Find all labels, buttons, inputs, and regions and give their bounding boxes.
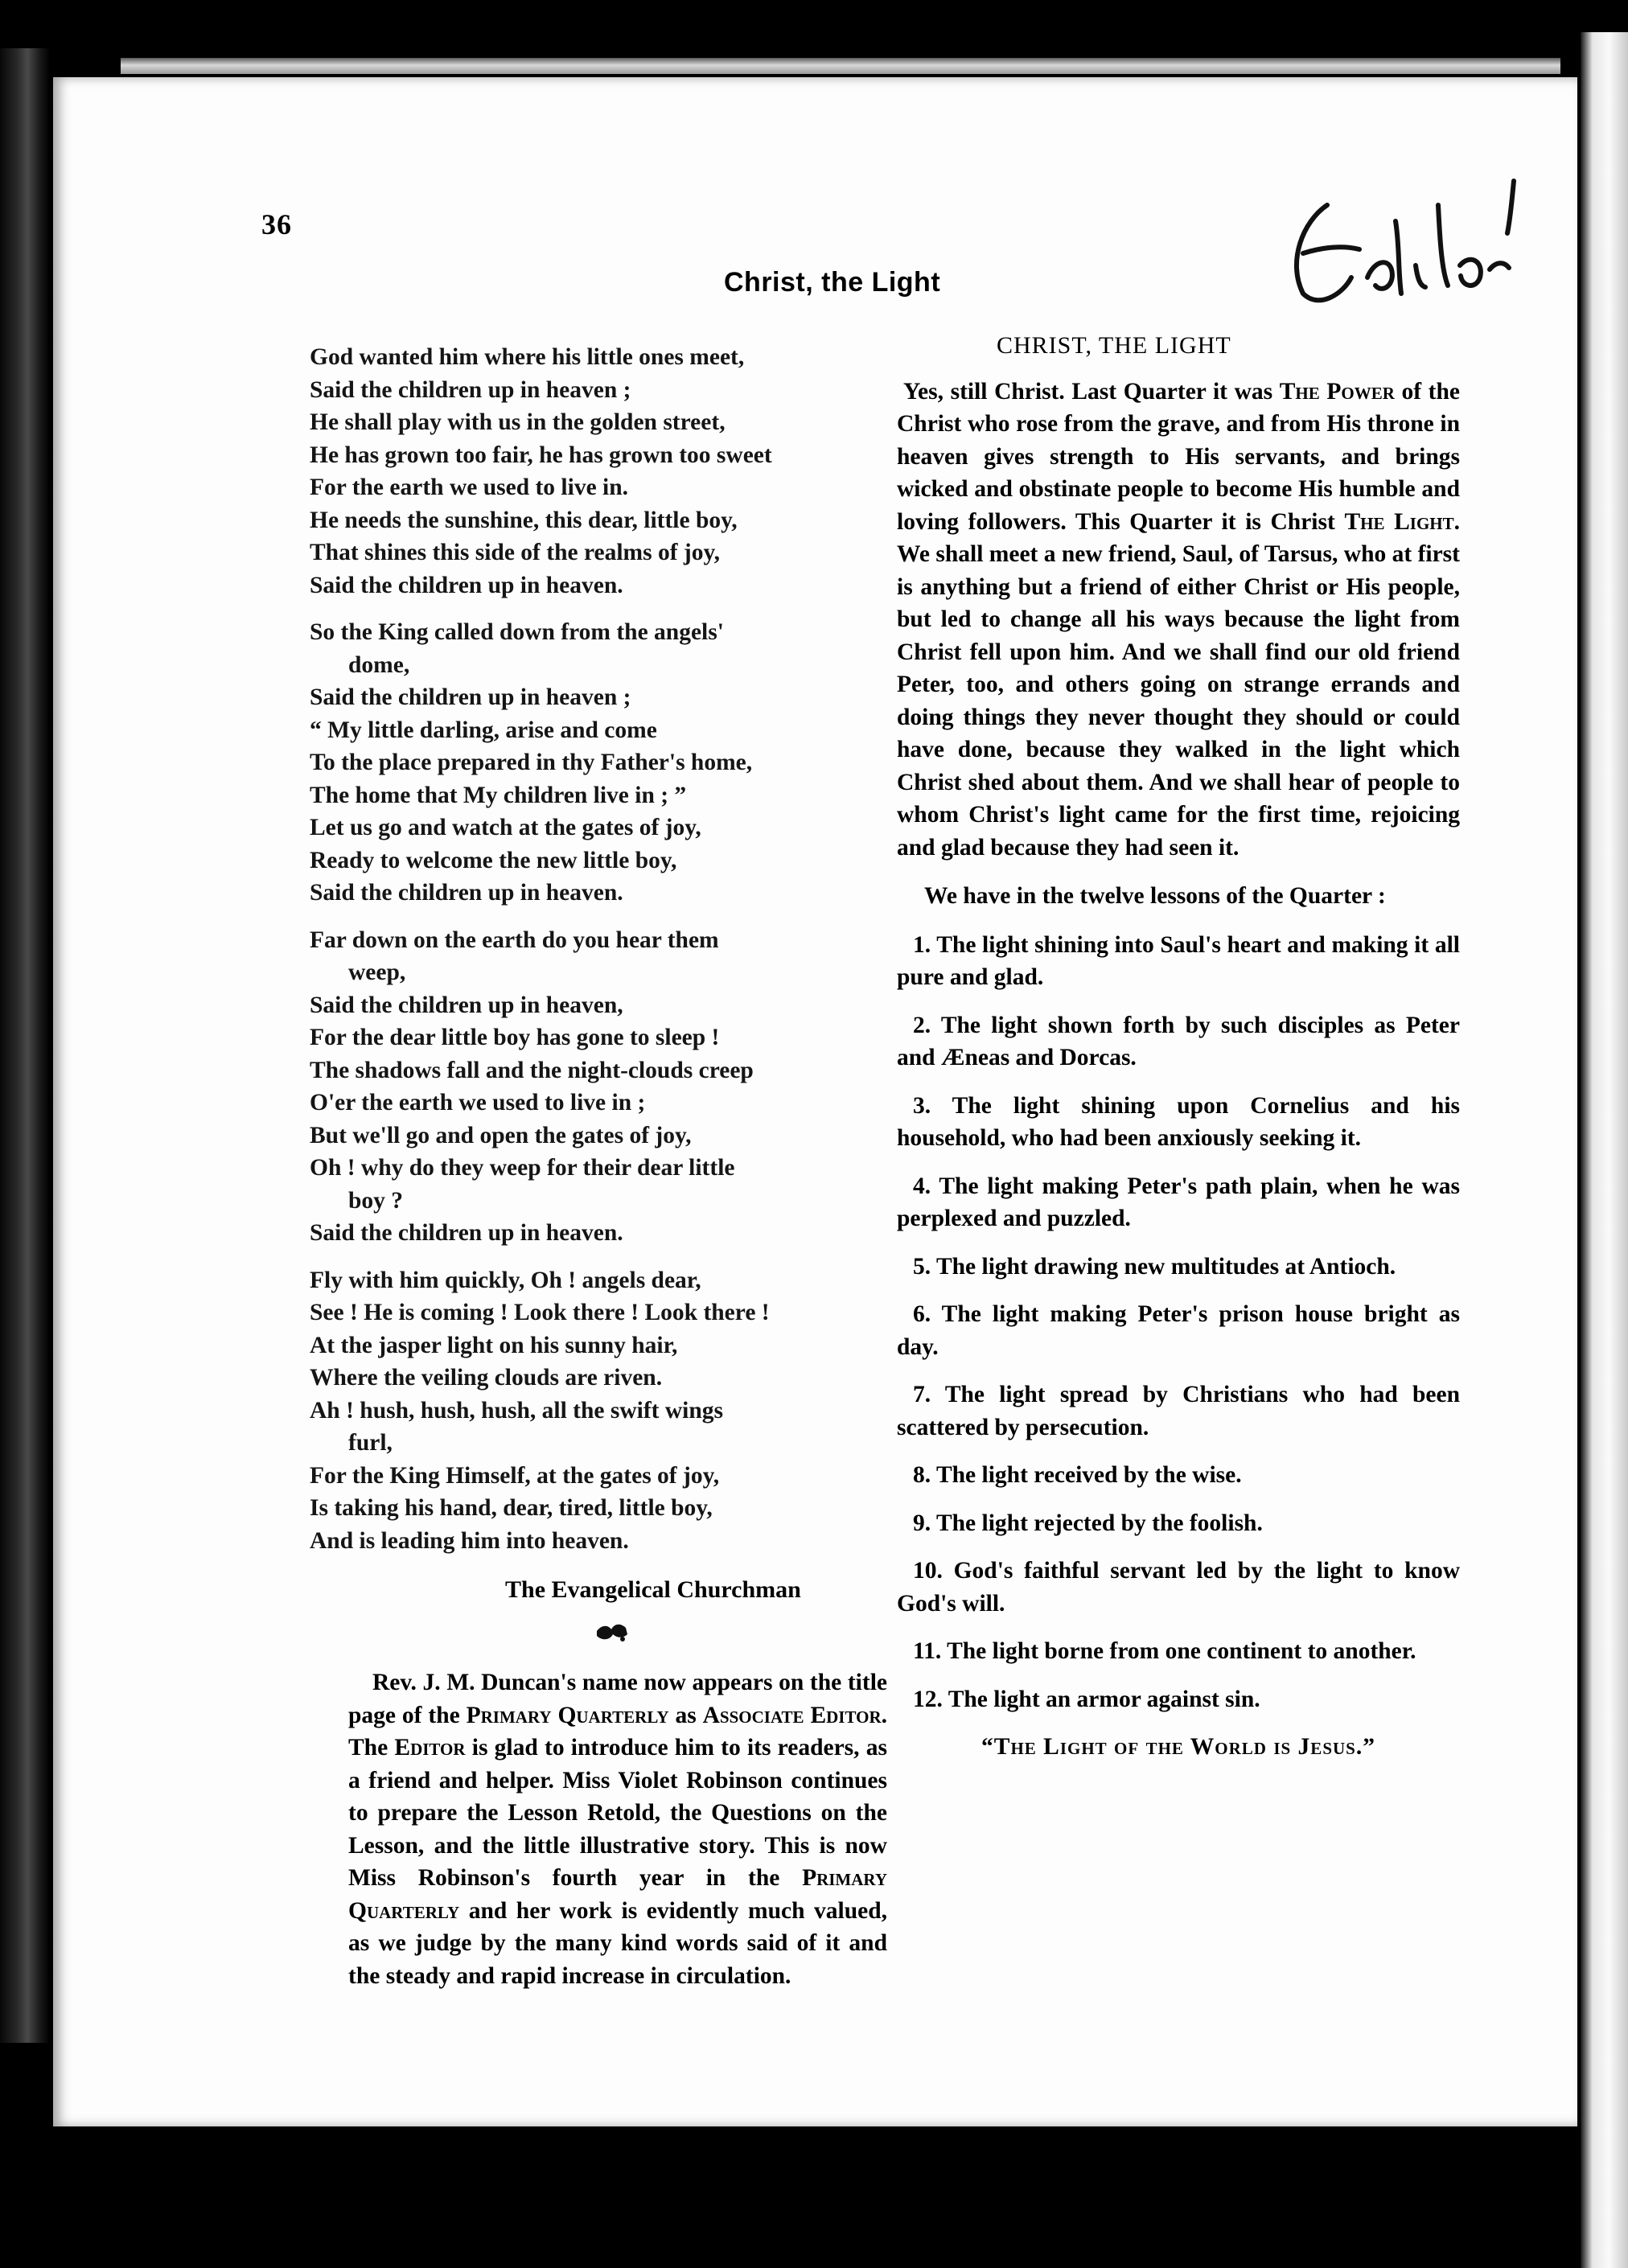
poem-line: For the earth we used to live in. [310,475,629,500]
poem-line: The shadows fall and the night-clouds creep [310,1057,754,1083]
lesson-item: 2. The light shown forth by such disciples as Peter and Æneas and Dorcas. [897,1012,1460,1070]
page-right-edge [1581,32,1628,2268]
poem-line: For the dear little boy has gone to sleep ! [310,1025,720,1050]
poem-stanza [310,616,873,910]
lesson-item: 10. God's faithful servant led by the light to know God's will. [897,1558,1460,1617]
poem-line: The home that My children live in ; ” [310,782,687,808]
poem [310,341,873,1572]
poem-line: Said the children up in heaven ; [310,684,631,710]
lesson-item: 11. The light borne from one continent to another. [913,1638,1416,1664]
lesson-item: 4. The light making Peter's path plain, when he was perplexed and puzzled. [897,1173,1460,1231]
poem-line: Oh ! why do they weep for their dear little [310,1155,735,1181]
lesson-item: 9. The light rejected by the foolish. [913,1510,1263,1536]
lesson-item: 8. The light received by the wise. [913,1462,1242,1488]
intro-smallcaps: The Power [1279,378,1395,405]
poem-line: dome, [348,651,410,678]
poem-line: But we'll go and open the gates of joy, [310,1122,692,1148]
poem-line: Let us go and watch at the gates of joy, [310,815,701,840]
notice-smallcaps: Primary Quarterly [348,1865,887,1924]
poem-line: “ My little darling, arise and come [310,717,657,743]
notice-smallcaps: Editor [394,1735,466,1761]
poem-stanza [310,924,873,1250]
book-spine-shadow [0,48,50,2043]
poem-stanza [310,1264,873,1558]
poem-line: So the King called down from the angels' [310,619,724,645]
notice-text: is glad to introduce him to its readers, as a friend and helper. Miss Violet Robinson continues to prepare the Lesson Retold, the Questions on the Lesson, and the little illustrative story. This is now Miss Robinson's fourth year in the [348,1735,887,1891]
poem-line: He has grown too fair, he has grown too sweet [310,442,772,468]
poem-line: He shall play with us in the golden street, [310,409,726,435]
poem-stanza [310,341,873,602]
notice-text: as [668,1702,703,1728]
closing-motto: “The Light of the World is Jesus.” [981,1734,1375,1760]
handwritten-signature [1279,173,1528,326]
poem-line: For the King Himself, at the gates of joy, [310,1462,720,1489]
editorial-notice [348,1666,887,1992]
lessons-lead: We have in the twelve lessons of the Quarter : [924,883,1386,909]
lesson-item: 6. The light making Peter's prison house bright as day. [897,1301,1460,1360]
poem-line: Said the children up in heaven ; [310,376,631,403]
poem-line: furl, [348,1430,393,1456]
notice-text: and her work is evidently much valued, as we judge by the many kind words said of it and the steady and rapid increase in circulation. [348,1897,887,1989]
poem-line: Far down on the earth do you hear them [310,927,719,953]
poem-line: Said the children up in heaven. [310,572,623,598]
lesson-item: 1. The light shining into Saul's heart and making it all pure and glad. [897,931,1460,990]
poem-line: God wanted him where his little ones meet, [310,344,745,370]
poem-line: Fly with him quickly, Oh ! angels dear, [310,1267,701,1293]
poem-line: O'er the earth we used to live in ; [310,1090,646,1116]
poem-line: To the place prepared in thy Father's home, [310,750,753,775]
poem-line: weep, [348,959,406,985]
lesson-item: 7. The light spread by Christians who had been scattered by persecution. [897,1382,1460,1440]
poem-line: Ready to welcome the new little boy, [310,847,677,873]
page-number: 36 [261,208,292,240]
notice-smallcaps: Associate Editor [702,1702,882,1728]
poem-attribution: The Evangelical Churchman [505,1576,801,1603]
article-column [897,330,1460,1764]
notice-smallcaps: Primary Quarterly [466,1702,669,1728]
fleuron-ornament [594,1620,631,1644]
lesson-item: 5. The light drawing new multitudes at Antioch. [913,1253,1396,1280]
notice-text: . The [348,1702,887,1761]
article-intro [897,376,1460,865]
poem-line: Said the children up in heaven. [310,1220,623,1246]
poem-line: Said the children up in heaven, [310,992,623,1018]
poem-line: Where the veiling clouds are riven. [310,1365,663,1391]
poem-line: At the jasper light on his sunny hair, [310,1332,678,1358]
running-head: Christ, the Light [724,267,941,298]
intro-text: Yes, still Christ. Last Quarter it was [903,378,1280,405]
intro-text: of the Christ who rose from the grave, and from His throne in heaven gives strength to His servants, and brings wicked and obstinate people to become His humble and loving followers. This Quarter it is Christ [897,378,1460,535]
lesson-item: 3. The light shining upon Cornelius and his household, who had been anxiously seeking it. [897,1092,1460,1151]
lesson-list [897,929,1460,1716]
poem-line: That shines this side of the realms of joy, [310,540,720,565]
page-top-edge [121,58,1560,74]
poem-line: boy ? [348,1187,404,1214]
notice-text: Rev. J. M. Duncan's name now appears on the title page of the [348,1670,887,1728]
poem-line: Said the children up in heaven. [310,880,623,906]
poem-line: Is taking his hand, dear, tired, little boy, [310,1495,713,1521]
poem-line: Ah ! hush, hush, hush, all the swift wings [310,1397,723,1424]
poem-line: See ! He is coming ! Look there ! Look there ! [310,1300,770,1325]
intro-text: . We shall meet a new friend, Saul, of Tarsus, who at first is anything but a friend of either Christ or His people, but led to change all his ways because the light from Christ fell upon him. And we shall find our old friend Peter, too, and others going on strange errands and doing things they never thought they should or could have done, because they walked in the light which Christ shed about them. And we shall hear of people to whom Christ's light came for the first time, rejoicing and glad because they had seen it. [897,508,1461,861]
article-title: CHRIST, THE LIGHT [997,332,1231,359]
poem-line: And is leading him into heaven. [310,1527,629,1554]
poem-line: He needs the sunshine, this dear, little boy, [310,507,738,533]
lesson-item: 12. The light an armor against sin. [913,1686,1260,1712]
intro-smallcaps: The Light [1344,508,1454,535]
